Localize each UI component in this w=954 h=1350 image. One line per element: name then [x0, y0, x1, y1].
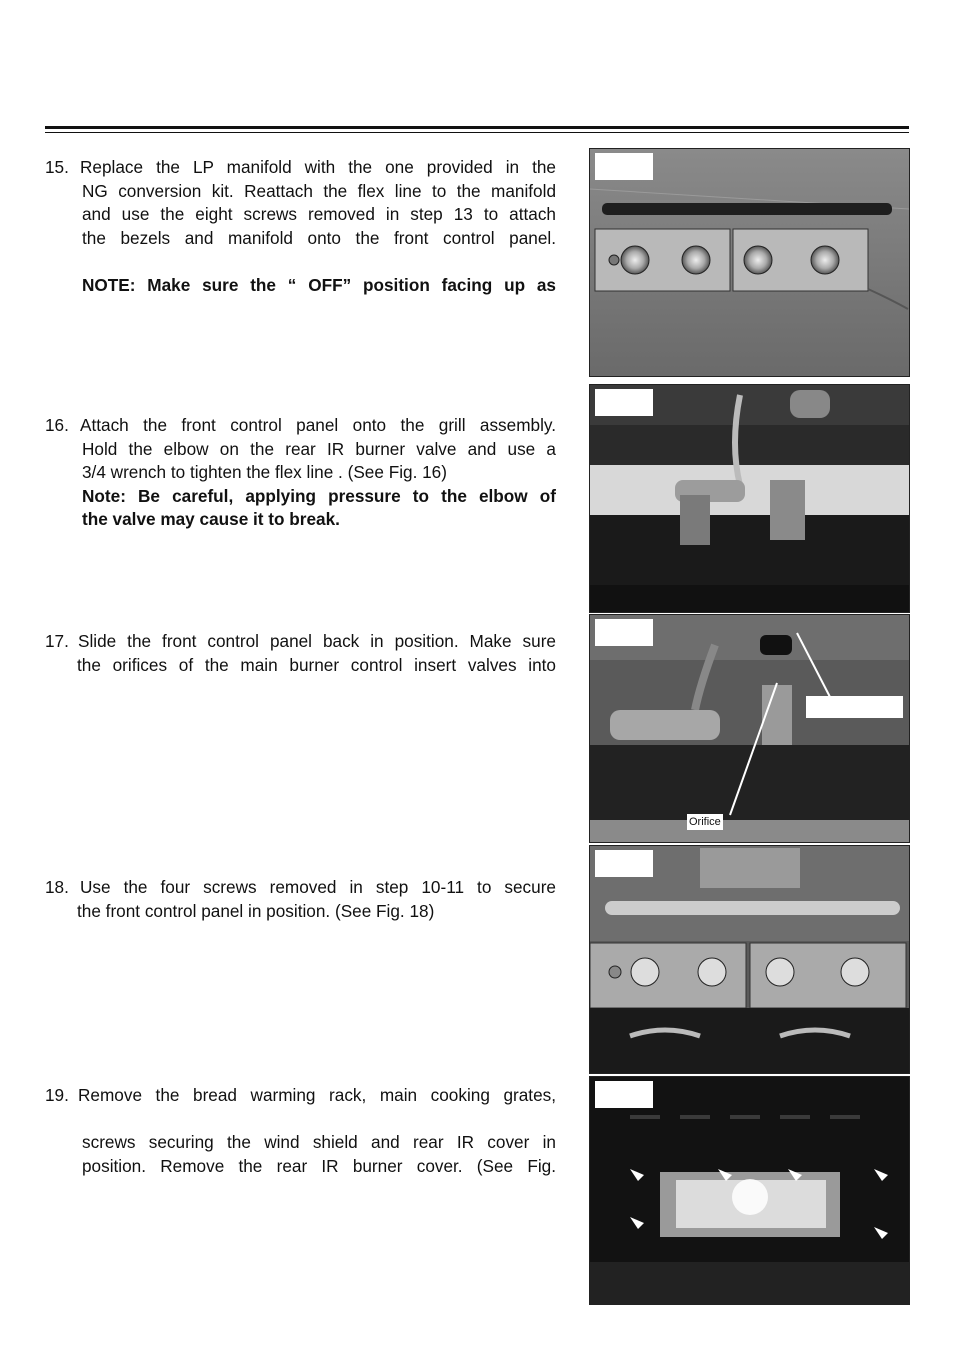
step-line: Hold the elbow on the rear IR burner valve and use a: [82, 438, 556, 459]
step-16: [45, 414, 556, 532]
header-rule-thin: [45, 132, 909, 133]
step-number: 15.: [45, 157, 69, 177]
step-number: 19.: [45, 1085, 69, 1105]
orifice-callout-label: Orifice: [689, 816, 721, 828]
step-line: Replace the LP manifold with the one provided in the: [80, 157, 556, 177]
step-line: Remove the bread warming rack, main cooking grates,: [78, 1085, 556, 1105]
step-19: [45, 1084, 556, 1178]
step-number: 16.: [45, 415, 69, 435]
figure-label-box: [595, 389, 653, 416]
figure-label-box: [595, 153, 653, 180]
step-line: Slide the front control panel back in position. Make sure: [78, 631, 556, 651]
step-number: 17.: [45, 631, 69, 651]
step-line: 3/4 wrench to tighten the flex line . (See Fig. 16): [82, 462, 447, 482]
step-note: the valve may cause it to break.: [82, 509, 340, 529]
step-line: Attach the front control panel onto the grill assembly.: [80, 415, 556, 435]
figure-17-photo: [589, 614, 910, 843]
step-18: [45, 876, 556, 923]
step-line: the bezels and manifold onto the front control panel.: [82, 227, 556, 248]
step-line: screws securing the wind shield and rear IR cover in: [82, 1132, 556, 1152]
figure-label-box: [595, 1081, 653, 1108]
step-note: Note: Be careful, applying pressure to the elbow of: [82, 485, 556, 506]
callout-box: [806, 696, 903, 718]
figure-label-box: [595, 850, 653, 877]
header-rule-thick: [45, 126, 909, 129]
step-line: Use the four screws removed in step 10-11 to secure: [80, 877, 556, 897]
step-note: NOTE: Make sure the “ OFF” position facing up as: [82, 274, 556, 295]
step-15: [45, 156, 556, 297]
step-number: 18.: [45, 877, 69, 897]
figure-15-photo: [589, 148, 910, 377]
figure-16-photo: [589, 384, 910, 613]
step-line: position. Remove the rear IR burner cover. (See Fig.: [82, 1155, 556, 1176]
step-line: the front control panel in position. (See Fig. 18): [77, 900, 435, 921]
step-line: and use the eight screws removed in step 13 to attach: [82, 204, 556, 224]
step-line: the orifices of the main burner control insert valves into: [77, 654, 556, 675]
step-line: NG conversion kit. Reattach the flex line to the manifold: [82, 180, 556, 201]
figure-19-photo: [589, 1076, 910, 1305]
figure-label-box: [595, 619, 653, 646]
step-17: [45, 630, 556, 677]
figure-18-photo: [589, 845, 910, 1074]
